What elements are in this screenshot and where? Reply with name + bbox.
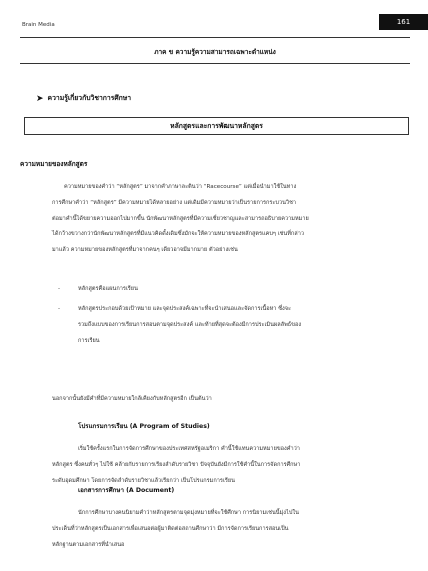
bullet-text: หลักสูตรคือแผนการเรียน (78, 286, 138, 292)
paragraph-line: หลักสูตร ซึ่งคนทั่วๆ ไปใช้ คล้ายกับรายการเรียงลำดับรายวิชา ปัจจุบันยังมีการใช้คำนี้ในการจัดการศึกษา (52, 461, 301, 468)
lead-sentence: นอกจากนั้นยังมีคำที่มีความหมายใกล้เคียงกับหลักสูตรอีก เป็นต้นว่า (52, 396, 212, 402)
paragraph-line: มาแล้ว ความหมายของหลักสูตรที่มาจากคนๆ เดียวอาจมีมากมาย ตัวอย่างเช่น (52, 247, 238, 254)
paragraph-line: ประเด็นที่ว่าหลักสูตรเป็นเอกสารเพื่อเสนอต่อผู้มาติดต่อสถานศึกษาว่า มีการจัดการเรียนการสอนเป็น (52, 525, 289, 532)
program-heading: โปรแกรมการเรียน (A Program of Studies) (78, 423, 210, 430)
bullet-dash: - (58, 306, 61, 312)
meaning-paragraph (52, 180, 408, 259)
boxed-heading: หลักสูตรและการพัฒนาหลักสูตร (24, 117, 409, 135)
header-rule (20, 37, 410, 38)
page-number: 161 (379, 14, 428, 30)
meaning-heading: ความหมายของหลักสูตร (20, 160, 88, 168)
paragraph-line: เริ่มใช้ครั้งแรกในการจัดการศึกษาของประเทศสหรัฐอเมริกา คำนี้ใช้แทนความหมายของคำว่า (78, 446, 300, 452)
paragraph-line: ต่อมาคำนี้ได้ขยายความออกไปมากขึ้น นักพัฒนาหลักสูตรที่มีความเชี่ยวชาญและสามารถอธิบายความหมาย (52, 215, 309, 222)
bullet-dash: - (58, 286, 61, 292)
section-title: ภาค ข ความรู้ความสามารถเฉพาะตำแหน่ง (154, 48, 276, 56)
paragraph-line: หลักฐานตามเอกสารที่นำเสนอ (52, 541, 125, 548)
bullet-text: หลักสูตรประกอบด้วยเป้าหมาย และจุดประสงค์เฉพาะที่จะนำเสนอและจัดการเนื้อหา ซึ่งจะ (78, 306, 292, 312)
topic-label: ความรู้เกี่ยวกับวิชาการศึกษา (47, 94, 132, 102)
program-paragraph (52, 442, 408, 489)
paragraph-line: การศึกษาคำว่า “หลักสูตร” มีความหมายได้หลายอย่าง แต่เดิมมีความหมายว่าเป็นรายการกระบวนวิชา (52, 199, 297, 206)
publisher-name: Brain Media (22, 22, 55, 28)
document-paragraph (52, 506, 408, 553)
paragraph-line: ได้กว้างขวางกว่านักพัฒนาหลักสูตรที่มีแนวคิดดั้งเดิมซึ่งมักจะให้ความหมายของหลักสูตรแคบๆ เช่นที่กล่าว (52, 231, 305, 238)
bullet-text: รวมถึงแบบของการเรียนการสอนตามจุดประสงค์ และท้ายที่สุดจะต้องมีการประเมินผลลัพธ์ของ (78, 321, 302, 328)
paragraph-line: ความหมายของคำว่า “หลักสูตร” มาจากคำภาษาละตินว่า “Racecourse” แต่เมื่อนำมาใช้ในทาง (64, 184, 297, 190)
paragraph-line: นักการศึกษาบางคนนิยามคำว่าหลักสูตรตามจุดมุ่งหมายที่จะใช้ศึกษา การนิยามเช่นนี้มุ่งไปใน (78, 510, 299, 516)
bullet-text: การเรียน (78, 337, 100, 344)
paragraph-line: ระดับอุดมศึกษา โดยการจัดลำดับรายวิชาแล้วเรียกว่า เป็นโปรแกรมการเรียน (52, 477, 235, 484)
arrow-right-icon: ➤ (36, 94, 44, 104)
topic-heading (36, 92, 131, 104)
document-heading: เอกสารการศึกษา (A Document) (78, 487, 175, 494)
section-title-rule (20, 63, 410, 64)
